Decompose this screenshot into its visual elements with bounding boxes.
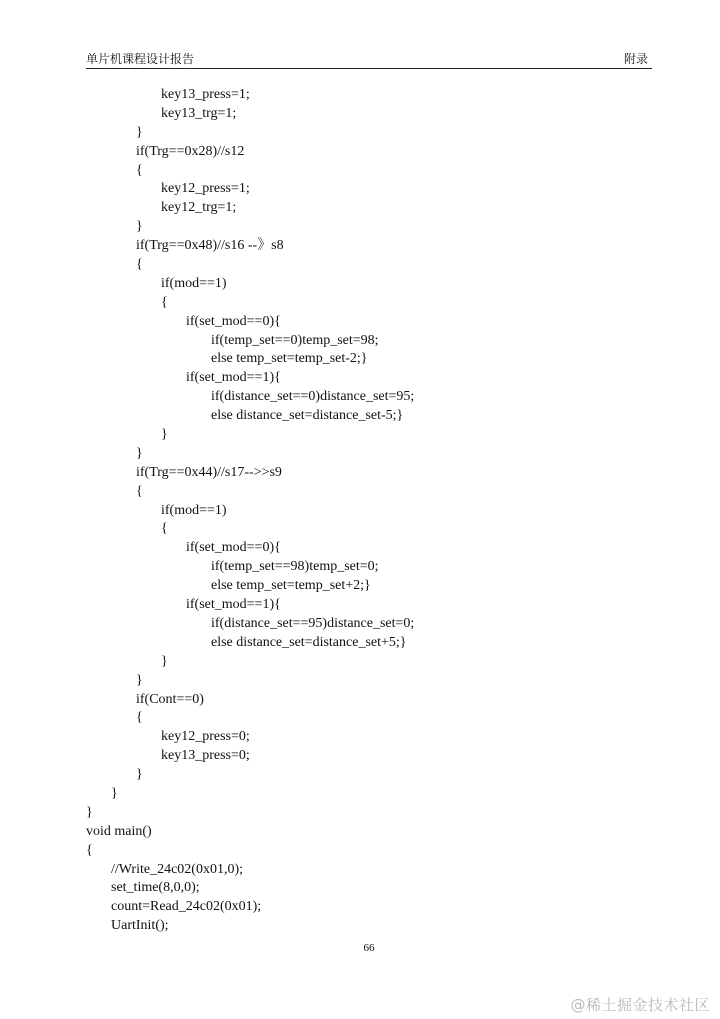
- code-line: if(mod==1): [161, 502, 227, 518]
- code-line: key13_trg=1;: [161, 105, 237, 121]
- code-line: key13_press=0;: [161, 748, 250, 764]
- code-line: {: [161, 521, 168, 537]
- code-line: if(mod==1): [161, 275, 227, 291]
- page-number: 66: [363, 942, 375, 954]
- code-line: {: [136, 710, 143, 726]
- code-line: if(Trg==0x28)//s12: [136, 143, 245, 159]
- code-line: if(set_mod==1){: [186, 597, 281, 613]
- code-line: if(temp_set==0)temp_set=98;: [211, 332, 379, 348]
- code-line: {: [136, 162, 143, 178]
- code-line: }: [161, 653, 168, 669]
- code-line: }: [111, 785, 118, 801]
- code-line: if(temp_set==98)temp_set=0;: [211, 559, 379, 575]
- code-line: }: [136, 672, 143, 688]
- code-line: else distance_set=distance_set+5;}: [211, 634, 407, 650]
- code-line: }: [136, 219, 143, 235]
- code-line: key13_press=1;: [161, 87, 250, 102]
- code-line: {: [136, 483, 143, 499]
- code-line: {: [136, 257, 143, 273]
- code-line: {: [161, 294, 168, 310]
- code-line: count=Read_24c02(0x01);: [111, 899, 262, 915]
- page-header: [86, 48, 652, 69]
- code-line: if(set_mod==1){: [186, 370, 281, 386]
- code-line: }: [136, 767, 143, 783]
- code-line: if(Cont==0): [136, 691, 204, 707]
- code-line: key12_press=1;: [161, 181, 250, 197]
- watermark: @稀土掘金技术社区: [570, 996, 710, 1014]
- code-line: else temp_set=temp_set+2;}: [211, 578, 371, 594]
- report-title: 单片机课程设计报告: [86, 52, 195, 66]
- code-line: else temp_set=temp_set-2;}: [211, 351, 368, 367]
- section-label: 附录: [623, 52, 648, 66]
- code-line: key12_press=0;: [161, 729, 250, 745]
- code-line: }: [161, 427, 168, 443]
- code-block: [86, 86, 652, 936]
- code-line: if(Trg==0x44)//s17-->>s9: [136, 464, 282, 480]
- code-line: else distance_set=distance_set-5;}: [211, 408, 404, 424]
- code-line: if(distance_set==95)distance_set=0;: [211, 615, 415, 631]
- code-line: }: [136, 124, 143, 140]
- code-line: //Write_24c02(0x01,0);: [111, 861, 244, 877]
- code-line: key12_trg=1;: [161, 200, 237, 216]
- code-line: set_time(8,0,0);: [111, 880, 200, 896]
- code-line: if(set_mod==0){: [186, 540, 281, 556]
- code-line: if(set_mod==0){: [186, 313, 281, 329]
- code-line: if(Trg==0x48)//s16 --》s8: [136, 238, 284, 254]
- code-line: }: [136, 445, 143, 461]
- code-line: UartInit();: [111, 918, 169, 934]
- code-line: if(distance_set==0)distance_set=95;: [211, 389, 415, 405]
- code-line: void main(): [86, 823, 152, 839]
- code-line: {: [86, 842, 93, 858]
- code-line: }: [86, 804, 93, 820]
